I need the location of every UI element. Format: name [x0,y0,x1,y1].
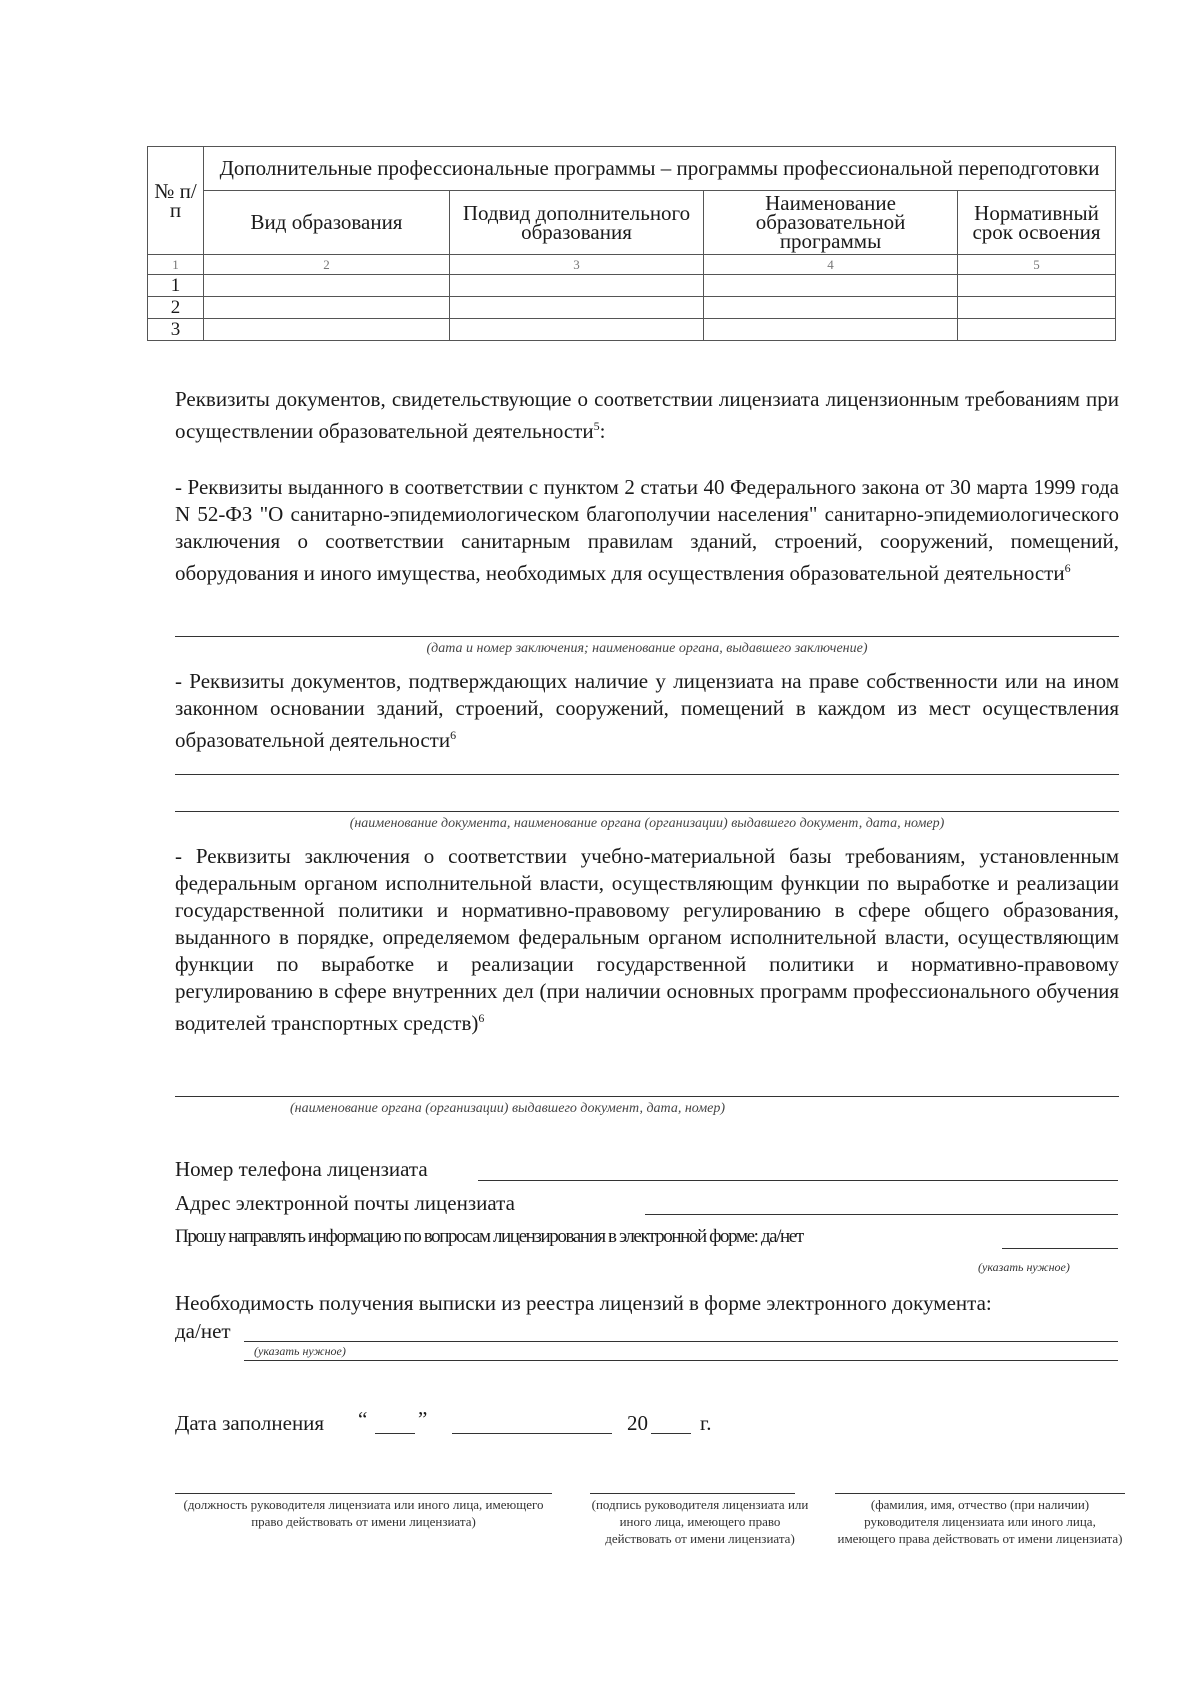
column-header: Наименование образовательной программы [704,191,958,255]
name-caption: (фамилия, имя, отчество (при наличии) руководителя лицензиата или иного лица, имеющего права действовать от имени лицензиата) [837,1497,1123,1546]
fill-line[interactable] [175,774,1119,775]
table-row [148,319,1116,341]
extract-input[interactable] [244,1341,1118,1342]
phone-input[interactable] [478,1180,1118,1181]
row-number: 3 [148,319,204,341]
extract-caption: (указать нужное) [254,1344,346,1358]
table-cell[interactable] [204,297,450,319]
date-month-input[interactable] [452,1433,612,1434]
footnote-ref: 6 [1064,561,1071,575]
table-cell[interactable] [958,319,1116,341]
table-cell[interactable] [204,275,450,297]
item-premises-text: - Реквизиты документов, подтверждающих наличие у лицензиата на праве собственности или на ином законном основании зданий, строений, сооружений, помещений в каждом из мест осуществления образовательной деятельности [175,669,1119,752]
position-line[interactable] [175,1493,552,1494]
table-cell[interactable] [704,275,958,297]
item-sanitary-text: - Реквизиты выданного в соответствии с пунктом 2 статьи 40 Федерального закона от 30 марта 1999 года N 52-ФЗ "О санитарно-эпидемиологическом благополучии населения" санитарно-эпидемиологического заключения о соответствии санитарным правилам зданий, строений, сооружений, помещений, оборудования и иного имущества, необходимых для осуществления образовательной деятельности [175,475,1119,585]
item-sanitary-caption: (дата и номер заключения; наименование органа, выдавшего заключение) [426,641,868,656]
table-cell[interactable] [450,275,704,297]
table-cell[interactable] [450,319,704,341]
fill-line[interactable] [175,811,1119,812]
requisites-intro-end: : [599,419,606,443]
column-number: 1 [148,255,204,275]
table-cell[interactable] [958,297,1116,319]
group-header: Дополнительные профессиональные программы – программы профессиональной переподготовки [204,147,1116,191]
extract-yes-no: да/нет [175,1319,231,1343]
footnote-ref: 6 [450,728,457,742]
electronic-info-label: Прошу направлять информацию по вопросам лицензирования в электронной форме: да/нет [175,1226,803,1247]
column-number: 5 [958,255,1116,275]
requisites-intro [175,386,1119,445]
date-year-prefix: 20 [627,1411,648,1435]
name-line[interactable] [835,1493,1125,1494]
table-cell[interactable] [958,275,1116,297]
item-training-base-caption: (наименование органа (организации) выдавшего документ, дата, номер) [290,1101,726,1116]
date-year-input[interactable] [651,1433,691,1434]
column-header: Вид образования [204,191,450,255]
fill-line[interactable] [175,1096,1119,1097]
electronic-info-input[interactable] [1002,1248,1118,1249]
email-input[interactable] [645,1214,1118,1215]
signature-caption: (подпись руководителя лицензиата или иного лица, имеющего право действовать от имени лицензиата) [591,1497,809,1546]
date-day-input[interactable] [375,1433,415,1434]
date-year-suffix: г. [700,1411,712,1435]
footnote-ref: 6 [478,1011,485,1025]
date-label: Дата заполнения [175,1411,325,1435]
position-caption: (должность руководителя лицензиата или иного лица, имеющего право действовать от имени лицензиата) [183,1497,544,1529]
date-close-quote: ” [418,1407,428,1431]
item-premises-caption: (наименование документа, наименование органа (организации) выдавшего документ, дата, номер) [349,816,945,831]
requisites-item-training-base [175,843,1119,1037]
column-header: Подвид дополнительного образования [450,191,704,255]
row-number: 2 [148,297,204,319]
row-number: 1 [148,275,204,297]
column-header: Нормативный срок освоения [958,191,1116,255]
specify-caption: (указать нужное) [978,1260,1070,1274]
fill-line[interactable] [175,636,1119,637]
column-number: 4 [704,255,958,275]
table-row [148,297,1116,319]
table-cell[interactable] [204,319,450,341]
requisites-item-premises [175,668,1119,754]
table-cell[interactable] [704,319,958,341]
date-open-quote: “ [358,1407,368,1431]
programs-table [147,146,1116,341]
table-cell[interactable] [450,297,704,319]
column-number: 3 [450,255,704,275]
requisites-intro-text: Реквизиты документов, свидетельствующие о соответствии лицензиата лицензионным требованиям при осуществлении образовательной деятельности [175,387,1119,443]
table-cell[interactable] [704,297,958,319]
requisites-item-sanitary [175,474,1119,587]
phone-label: Номер телефона лицензиата [175,1157,428,1181]
email-label: Адрес электронной почты лицензиата [175,1191,515,1215]
item-training-base-text: - Реквизиты заключения о соответствии учебно-материальной базы требованиям, установленным федеральным органом исполнительной власти, осуществляющим функции по выработке и реализации государственной политики и нормативно-правовому регулированию в сфере общего образования, выданного в порядке, определяемом федеральным органом исполнительной власти, осуществляющим функции по выработке и реализации государственной политики и нормативно-правовому регулированию в сфере внутренних дел (при наличии основных программ профессионального обучения водителей транспортных средств) [175,844,1119,1035]
footnote-ref: 5 [593,419,600,433]
divider [244,1360,1118,1361]
col-number-header: № п/п [148,147,204,255]
extract-label: Необходимость получения выписки из реестра лицензий в форме электронного документа: [175,1291,992,1315]
signature-line[interactable] [590,1493,795,1494]
table-row [148,275,1116,297]
column-number: 2 [204,255,450,275]
